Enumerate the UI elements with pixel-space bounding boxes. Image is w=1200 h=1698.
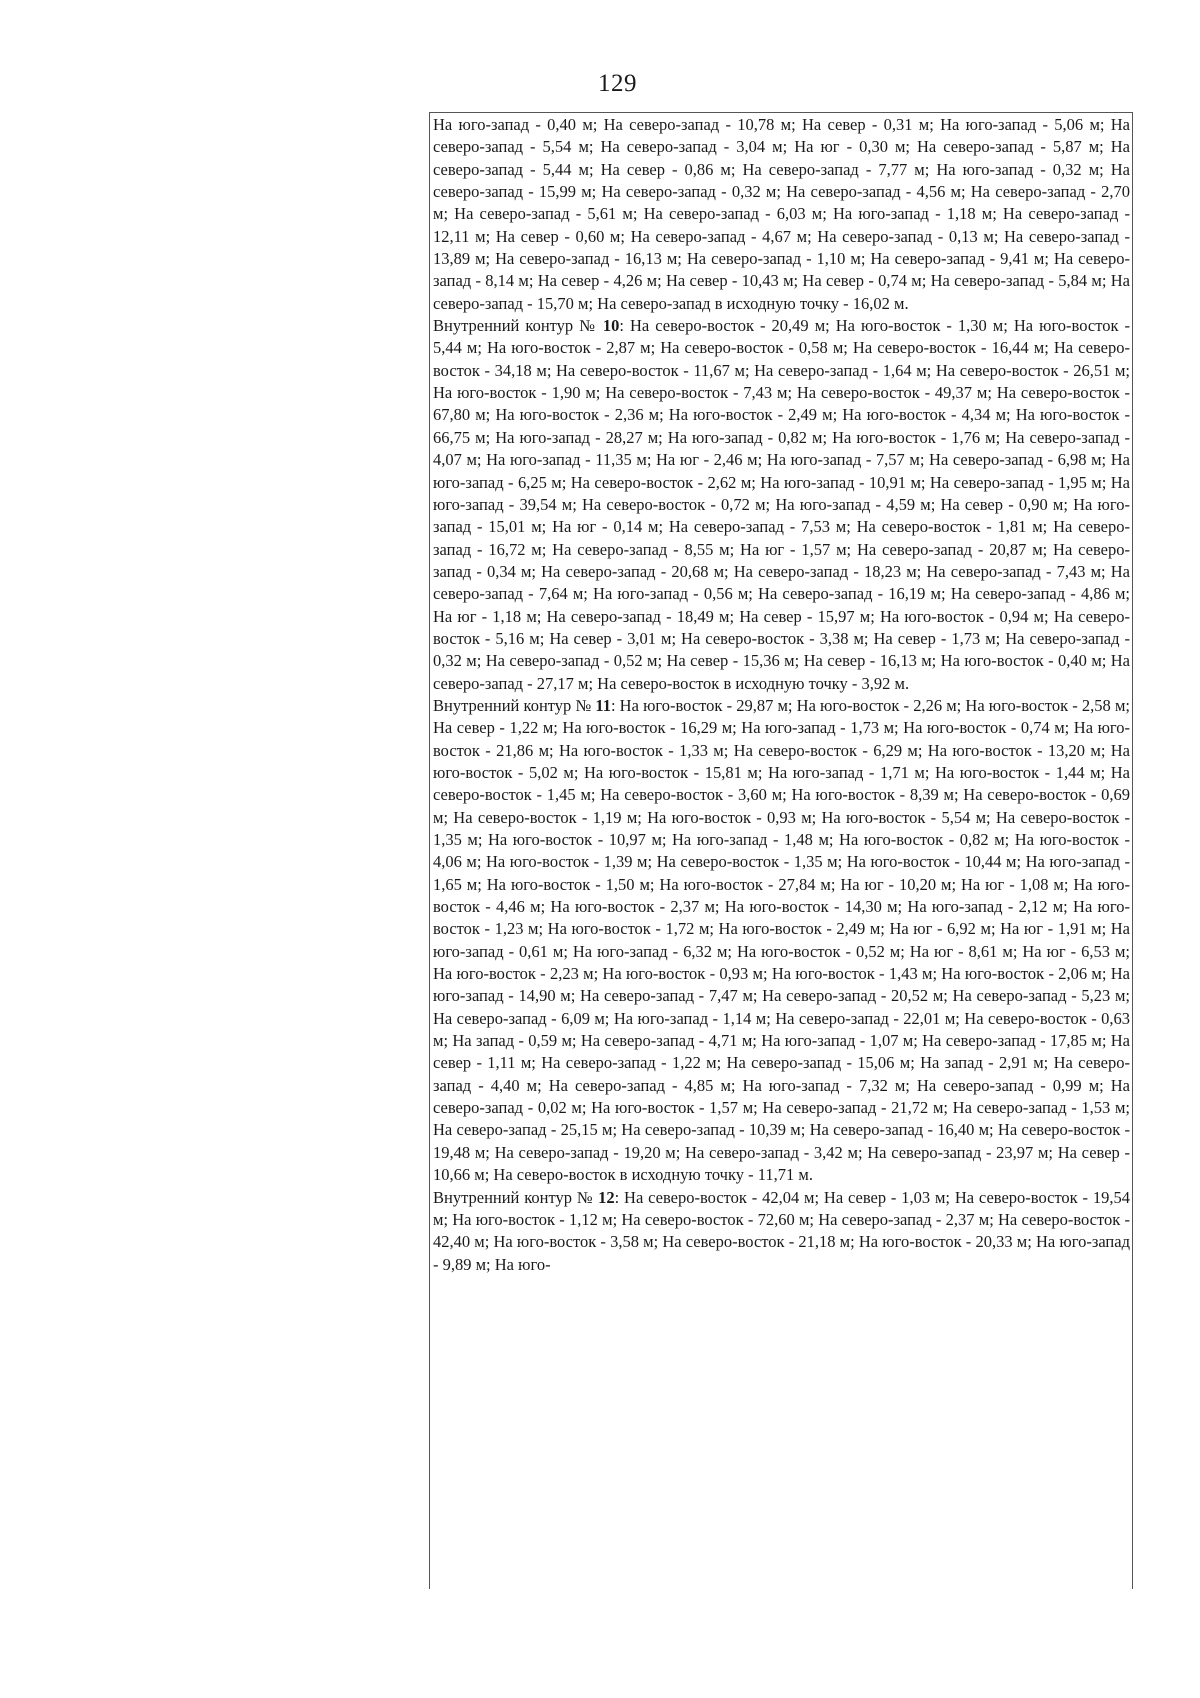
contour-heading: Внутренний контур № bbox=[433, 1187, 599, 1207]
contour-heading: Внутренний контур № bbox=[433, 695, 596, 715]
inner-contour-12 bbox=[433, 1187, 1130, 1276]
document-body bbox=[433, 114, 1130, 1276]
paragraph-text: На юго-запад - 0,40 м; На северо-запад - 10,78 м; На север - 0,31 м; На юго-запад - 5,06 м; На северо-запад - 5,54 м; На северо-запад - 3,04 м; На юг - 0,30 м; На северо-запад - 5,87 м; На северо-запад - 5,44 м; На север - 0,86 м; На северо-запад - 7,77 м; На юго-запад - 0,32 м; На северо-запад - 15,99 м; На северо-запад - 0,32 м; На северо-запад - 4,56 м; На северо-запад - 2,70 м; На северо-запад - 5,61 м; На северо-запад - 6,03 м; На юго-запад - 1,18 м; На северо-запад - 12,11 м; На север - 0,60 м; На северо-запад - 4,67 м; На северо-запад - 0,13 м; На северо-запад - 13,89 м; На северо-запад - 16,13 м; На северо-запад - 1,10 м; На северо-запад - 9,41 м; На северо-запад - 8,14 м; На север - 4,26 м; На север - 10,43 м; На север - 0,74 м; На северо-запад - 5,84 м; На северо-запад - 15,70 м; На северо-запад в исходную точку - 16,02 м. bbox=[433, 115, 1130, 313]
contour-number: 11 bbox=[595, 695, 611, 715]
paragraph-text: : На северо-восток - 42,04 м; На север - 1,03 м; На северо-восток - 19,54 м; На юго-восток - 1,12 м; На северо-восток - 72,60 м; На северо-запад - 2,37 м; На северо-восток - 42,40 м; На юго-восток - 3,58 м; На северо-восток - 21,18 м; На юго-восток - 20,33 м; На юго-запад - 9,89 м; На юго- bbox=[433, 1187, 1130, 1274]
paragraph-text: : На юго-восток - 29,87 м; На юго-восток - 2,26 м; На юго-восток - 2,58 м; На север - 1,22 м; На юго-восток - 16,29 м; На юго-запад - 1,73 м; На юго-восток - 0,74 м; На юго-восток - 21,86 м; На юго-восток - 1,33 м; На северо-восток - 6,29 м; На юго-восток - 13,20 м; На юго-восток - 5,02 м; На юго-восток - 15,81 м; На юго-запад - 1,71 м; На юго-восток - 1,44 м; На северо-восток - 1,45 м; На северо-восток - 3,60 м; На юго-восток - 8,39 м; На северо-восток - 0,69 м; На северо-восток - 1,19 м; На юго-восток - 0,93 м; На юго-восток - 5,54 м; На северо-восток - 1,35 м; На юго-восток - 10,97 м; На юго-запад - 1,48 м; На юго-восток - 0,82 м; На юго-восток - 4,06 м; На юго-восток - 1,39 м; На северо-восток - 1,35 м; На юго-восток - 10,44 м; На юго-запад - 1,65 м; На юго-восток - 1,50 м; На юго-восток - 27,84 м; На юг - 10,20 м; На юг - 1,08 м; На юго-восток - 4,46 м; На юго-восток - 2,37 м; На юго-восток - 14,30 м; На юго-запад - 2,12 м; На юго-восток - 1,23 м; На юго-восток - 1,72 м; На юго-восток - 2,49 м; На юг - 6,92 м; На юг - 1,91 м; На юго-запад - 0,61 м; На юго-запад - 6,32 м; На юго-восток - 0,52 м; На юг - 8,61 м; На юг - 6,53 м; На юго-восток - 2,23 м; На юго-восток - 0,93 м; На юго-восток - 1,43 м; На юго-восток - 2,06 м; На юго-запад - 14,90 м; На северо-запад - 7,47 м; На северо-запад - 20,52 м; На северо-запад - 5,23 м; На северо-запад - 6,09 м; На юго-запад - 1,14 м; На северо-запад - 22,01 м; На северо-восток - 0,63 м; На запад - 0,59 м; На северо-запад - 4,71 м; На юго-запад - 1,07 м; На северо-запад - 17,85 м; На север - 1,11 м; На северо-запад - 1,22 м; На северо-запад - 15,06 м; На запад - 2,91 м; На северо-запад - 4,40 м; На северо-запад - 4,85 м; На юго-запад - 7,32 м; На северо-запад - 0,99 м; На северо-запад - 0,02 м; На юго-восток - 1,57 м; На северо-запад - 21,72 м; На северо-запад - 1,53 м; На северо-запад - 25,15 м; На северо-запад - 10,39 м; На северо-запад - 16,40 м; На северо-восток - 19,48 м; На северо-запад - 19,20 м; На северо-запад - 3,42 м; На северо-запад - 23,97 м; На север - 10,66 м; На северо-восток в исходную точку - 11,71 м. bbox=[433, 695, 1130, 1185]
contour-number: 10 bbox=[602, 316, 620, 336]
inner-contour-10 bbox=[433, 315, 1130, 695]
contour-9-continuation bbox=[433, 114, 1130, 315]
paragraph-text: : На северо-восток - 20,49 м; На юго-восток - 1,30 м; На юго-восток - 5,44 м; На юго-восток - 2,87 м; На северо-восток - 0,58 м; На северо-восток - 16,44 м; На северо-восток - 34,18 м; На северо-восток - 11,67 м; На северо-запад - 1,64 м; На северо-восток - 26,51 м; На юго-восток - 1,90 м; На северо-восток - 7,43 м; На северо-восток - 49,37 м; На северо-восток - 67,80 м; На юго-восток - 2,36 м; На юго-восток - 2,49 м; На юго-восток - 4,34 м; На юго-восток - 66,75 м; На юго-запад - 28,27 м; На юго-запад - 0,82 м; На юго-восток - 1,76 м; На северо-запад - 4,07 м; На юго-запад - 11,35 м; На юг - 2,46 м; На юго-запад - 7,57 м; На северо-запад - 6,98 м; На юго-запад - 6,25 м; На северо-восток - 2,62 м; На юго-запад - 10,91 м; На северо-запад - 1,95 м; На юго-запад - 39,54 м; На северо-восток - 0,72 м; На юго-запад - 4,59 м; На север - 0,90 м; На юго-запад - 15,01 м; На юг - 0,14 м; На северо-запад - 7,53 м; На северо-восток - 1,81 м; На северо-запад - 16,72 м; На северо-запад - 8,55 м; На юг - 1,57 м; На северо-запад - 20,87 м; На северо-запад - 0,34 м; На северо-запад - 20,68 м; На северо-запад - 18,23 м; На северо-запад - 7,43 м; На северо-запад - 7,64 м; На юго-запад - 0,56 м; На северо-запад - 16,19 м; На северо-запад - 4,86 м; На юг - 1,18 м; На северо-запад - 18,49 м; На север - 15,97 м; На юго-восток - 0,94 м; На северо-восток - 5,16 м; На север - 3,01 м; На северо-восток - 3,38 м; На север - 1,73 м; На северо-запад - 0,32 м; На северо-запад - 0,52 м; На север - 15,36 м; На север - 16,13 м; На юго-восток - 0,40 м; На северо-запад - 27,17 м; На северо-восток в исходную точку - 3,92 м. bbox=[433, 316, 1130, 693]
contour-heading: Внутренний контур № bbox=[433, 316, 603, 336]
inner-contour-11 bbox=[433, 695, 1130, 1187]
page-number: 129 bbox=[598, 70, 637, 97]
contour-number: 12 bbox=[598, 1187, 615, 1207]
